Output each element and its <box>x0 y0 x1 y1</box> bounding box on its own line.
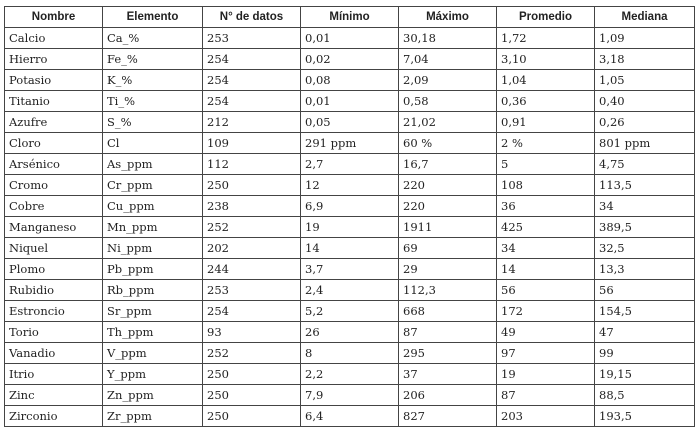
cell-n-datos: 250 <box>203 406 301 427</box>
cell-nombre: Niquel <box>5 238 103 259</box>
cell-mediana: 19,15 <box>595 364 695 385</box>
cell-maximo: 2,09 <box>399 70 497 91</box>
cell-nombre: Rubidio <box>5 280 103 301</box>
cell-elemento: Th_ppm <box>103 322 203 343</box>
cell-n-datos: 250 <box>203 385 301 406</box>
cell-nombre: Potasio <box>5 70 103 91</box>
cell-maximo: 16,7 <box>399 154 497 175</box>
cell-mediana: 193,5 <box>595 406 695 427</box>
cell-nombre: Estroncio <box>5 301 103 322</box>
cell-elemento: As_ppm <box>103 154 203 175</box>
cell-promedio: 425 <box>497 217 595 238</box>
cell-promedio: 0,36 <box>497 91 595 112</box>
cell-elemento: Ca_% <box>103 28 203 49</box>
cell-mediana: 389,5 <box>595 217 695 238</box>
cell-maximo: 206 <box>399 385 497 406</box>
cell-n-datos: 254 <box>203 49 301 70</box>
table-body <box>5 28 695 427</box>
cell-maximo: 668 <box>399 301 497 322</box>
table-row <box>5 343 695 364</box>
cell-nombre: Zinc <box>5 385 103 406</box>
cell-minimo: 0,01 <box>301 91 399 112</box>
cell-elemento: Cr_ppm <box>103 175 203 196</box>
cell-minimo: 0,01 <box>301 28 399 49</box>
cell-nombre: Cobre <box>5 196 103 217</box>
cell-nombre: Titanio <box>5 91 103 112</box>
cell-minimo: 8 <box>301 343 399 364</box>
cell-mediana: 1,05 <box>595 70 695 91</box>
cell-n-datos: 109 <box>203 133 301 154</box>
cell-n-datos: 212 <box>203 112 301 133</box>
table-row <box>5 112 695 133</box>
cell-nombre: Manganeso <box>5 217 103 238</box>
cell-elemento: Zn_ppm <box>103 385 203 406</box>
cell-minimo: 0,08 <box>301 70 399 91</box>
cell-minimo: 0,02 <box>301 49 399 70</box>
cell-nombre: Cloro <box>5 133 103 154</box>
cell-promedio: 56 <box>497 280 595 301</box>
cell-nombre: Plomo <box>5 259 103 280</box>
cell-promedio: 108 <box>497 175 595 196</box>
cell-elemento: Fe_% <box>103 49 203 70</box>
table-row <box>5 28 695 49</box>
cell-elemento: Sr_ppm <box>103 301 203 322</box>
table-row <box>5 154 695 175</box>
cell-n-datos: 93 <box>203 322 301 343</box>
cell-nombre: Vanadio <box>5 343 103 364</box>
cell-mediana: 3,18 <box>595 49 695 70</box>
cell-minimo: 6,4 <box>301 406 399 427</box>
table-row <box>5 70 695 91</box>
cell-maximo: 827 <box>399 406 497 427</box>
cell-mediana: 88,5 <box>595 385 695 406</box>
table-row <box>5 133 695 154</box>
cell-minimo: 19 <box>301 217 399 238</box>
table-row <box>5 238 695 259</box>
cell-elemento: K_% <box>103 70 203 91</box>
cell-promedio: 0,91 <box>497 112 595 133</box>
cell-n-datos: 253 <box>203 280 301 301</box>
cell-n-datos: 252 <box>203 343 301 364</box>
cell-mediana: 47 <box>595 322 695 343</box>
cell-minimo: 0,05 <box>301 112 399 133</box>
cell-maximo: 37 <box>399 364 497 385</box>
cell-mediana: 13,3 <box>595 259 695 280</box>
cell-elemento: Rb_ppm <box>103 280 203 301</box>
cell-minimo: 2,4 <box>301 280 399 301</box>
cell-elemento: Zr_ppm <box>103 406 203 427</box>
cell-n-datos: 112 <box>203 154 301 175</box>
table-row <box>5 91 695 112</box>
cell-mediana: 0,26 <box>595 112 695 133</box>
table-row <box>5 259 695 280</box>
cell-mediana: 801 ppm <box>595 133 695 154</box>
cell-n-datos: 250 <box>203 175 301 196</box>
table-row <box>5 322 695 343</box>
cell-promedio: 49 <box>497 322 595 343</box>
table-row <box>5 280 695 301</box>
cell-maximo: 220 <box>399 196 497 217</box>
cell-maximo: 30,18 <box>399 28 497 49</box>
cell-maximo: 1911 <box>399 217 497 238</box>
cell-nombre: Torio <box>5 322 103 343</box>
cell-promedio: 1,04 <box>497 70 595 91</box>
cell-promedio: 97 <box>497 343 595 364</box>
cell-minimo: 5,2 <box>301 301 399 322</box>
cell-minimo: 14 <box>301 238 399 259</box>
table-row <box>5 385 695 406</box>
cell-maximo: 112,3 <box>399 280 497 301</box>
cell-n-datos: 202 <box>203 238 301 259</box>
cell-promedio: 3,10 <box>497 49 595 70</box>
cell-minimo: 2,7 <box>301 154 399 175</box>
cell-mediana: 154,5 <box>595 301 695 322</box>
cell-maximo: 7,04 <box>399 49 497 70</box>
cell-minimo: 6,9 <box>301 196 399 217</box>
cell-mediana: 113,5 <box>595 175 695 196</box>
cell-maximo: 69 <box>399 238 497 259</box>
cell-minimo: 12 <box>301 175 399 196</box>
cell-elemento: S_% <box>103 112 203 133</box>
cell-elemento: Cu_ppm <box>103 196 203 217</box>
cell-mediana: 56 <box>595 280 695 301</box>
cell-maximo: 295 <box>399 343 497 364</box>
cell-promedio: 2 % <box>497 133 595 154</box>
cell-mediana: 99 <box>595 343 695 364</box>
cell-nombre: Hierro <box>5 49 103 70</box>
header-elemento: Elemento <box>103 7 203 28</box>
cell-promedio: 203 <box>497 406 595 427</box>
cell-n-datos: 253 <box>203 28 301 49</box>
cell-n-datos: 254 <box>203 91 301 112</box>
cell-elemento: Ti_% <box>103 91 203 112</box>
cell-n-datos: 252 <box>203 217 301 238</box>
cell-maximo: 60 % <box>399 133 497 154</box>
cell-nombre: Cromo <box>5 175 103 196</box>
header-minimo: Mínimo <box>301 7 399 28</box>
cell-elemento: Pb_ppm <box>103 259 203 280</box>
cell-maximo: 29 <box>399 259 497 280</box>
table-row <box>5 217 695 238</box>
cell-minimo: 26 <box>301 322 399 343</box>
cell-n-datos: 254 <box>203 301 301 322</box>
header-nombre: Nombre <box>5 7 103 28</box>
header-maximo: Máximo <box>399 7 497 28</box>
cell-elemento: Y_ppm <box>103 364 203 385</box>
cell-elemento: V_ppm <box>103 343 203 364</box>
table-row <box>5 364 695 385</box>
table-row <box>5 301 695 322</box>
cell-elemento: Ni_ppm <box>103 238 203 259</box>
table-row <box>5 196 695 217</box>
cell-nombre: Calcio <box>5 28 103 49</box>
cell-promedio: 87 <box>497 385 595 406</box>
cell-mediana: 0,40 <box>595 91 695 112</box>
cell-minimo: 3,7 <box>301 259 399 280</box>
cell-mediana: 32,5 <box>595 238 695 259</box>
cell-nombre: Azufre <box>5 112 103 133</box>
cell-promedio: 1,72 <box>497 28 595 49</box>
cell-nombre: Arsénico <box>5 154 103 175</box>
cell-minimo: 2,2 <box>301 364 399 385</box>
table-row <box>5 406 695 427</box>
cell-promedio: 34 <box>497 238 595 259</box>
cell-maximo: 21,02 <box>399 112 497 133</box>
header-promedio: Promedio <box>497 7 595 28</box>
cell-minimo: 291 ppm <box>301 133 399 154</box>
header-mediana: Mediana <box>595 7 695 28</box>
cell-n-datos: 250 <box>203 364 301 385</box>
cell-mediana: 4,75 <box>595 154 695 175</box>
cell-promedio: 19 <box>497 364 595 385</box>
element-statistics-table <box>4 6 695 427</box>
cell-mediana: 34 <box>595 196 695 217</box>
cell-n-datos: 254 <box>203 70 301 91</box>
cell-maximo: 220 <box>399 175 497 196</box>
table-row <box>5 49 695 70</box>
cell-maximo: 87 <box>399 322 497 343</box>
header-n-datos: N° de datos <box>203 7 301 28</box>
cell-nombre: Itrio <box>5 364 103 385</box>
cell-mediana: 1,09 <box>595 28 695 49</box>
cell-promedio: 14 <box>497 259 595 280</box>
cell-n-datos: 244 <box>203 259 301 280</box>
cell-elemento: Mn_ppm <box>103 217 203 238</box>
cell-promedio: 172 <box>497 301 595 322</box>
cell-promedio: 36 <box>497 196 595 217</box>
table-row <box>5 175 695 196</box>
cell-n-datos: 238 <box>203 196 301 217</box>
cell-maximo: 0,58 <box>399 91 497 112</box>
cell-promedio: 5 <box>497 154 595 175</box>
cell-minimo: 7,9 <box>301 385 399 406</box>
cell-elemento: Cl <box>103 133 203 154</box>
header-row <box>5 7 695 28</box>
cell-nombre: Zirconio <box>5 406 103 427</box>
